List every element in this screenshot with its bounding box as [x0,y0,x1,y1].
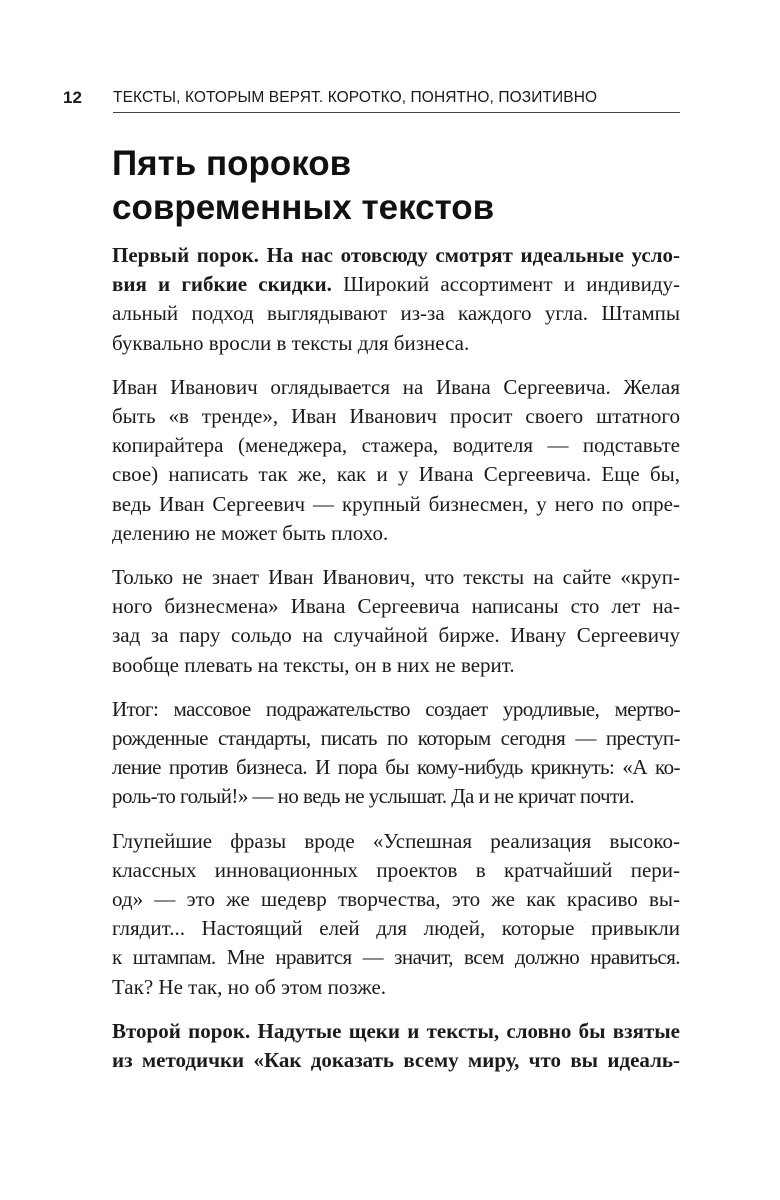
running-header [63,88,680,110]
chapter-title-line: Пять пороков [112,144,352,183]
text-line: ведь Иван Сергеевич — крупный бизнесмен, у него по опре- [112,491,680,516]
text-line: буквально вросли в тексты для бизнеса. [112,330,470,355]
text-line: Глупейшие фразы вроде «Успешная реализация высоко- [112,828,680,853]
text-line: ление против бизнеса. И пора бы кому-нибудь крикнуть: «А ко- [112,755,680,780]
text-line: классных инновационных проектов в кратчайший пери- [112,857,680,882]
text-line: из методички «Как доказать всему миру, что вы идеаль- [112,1048,680,1073]
paragraph-1 [112,241,680,358]
text-line: Второй порок. Надутые щеки и тексты, словно бы взятые [112,1018,680,1043]
text-line: вообще плевать на тексты, он в них не верит. [112,652,515,677]
text-line: быть «в тренде», Иван Иванович просит своего штатного [112,404,680,429]
page-number: 12 [63,88,83,107]
chapter-title-line: современных текстов [112,188,495,227]
text-line: вия и гибкие скидки. Широкий ассортимент и индивиду- [112,272,680,297]
text-line: од» — это же шедевр творчества, это же как красиво вы- [112,887,680,912]
paragraph-6 [112,1017,680,1075]
text-line: Только не знает Иван Иванович, что тексты на сайте «круп- [112,565,680,590]
paragraph-2 [112,373,680,548]
header-rule [113,112,680,113]
body-text [112,241,680,1090]
text-line: глядит... Настоящий елей для людей, которые привыкли [112,916,680,941]
paragraph-4 [112,695,680,812]
chapter-title [112,142,682,230]
text-line: зад за пару сольдо на случайной бирже. Ивану Сергеевичу [112,623,680,648]
text-line: Первый порок. На нас отовсюду смотрят идеальные усло- [112,243,680,267]
text-line: альный подход выглядывают из-за каждого угла. Штампы [112,301,680,326]
text-line: рожденные стандарты, писать по которым сегодня — преступ- [112,726,680,751]
text-line: делению не может быть плохо. [112,520,389,545]
paragraph-3 [112,563,680,680]
text-line: к штампам. Мне нравится — значит, всем должно нравиться. [112,945,680,970]
text-line: ного бизнесмена» Ивана Сергеевича написаны сто лет на- [112,594,680,619]
text-line: копирайтера (менеджера, стажера, водителя — подставьте [112,433,680,458]
text-line: Так? Не так, но об этом позже. [112,974,387,999]
text-line: роль-то голый!» — но ведь не услышат. Да и не кричат почти. [112,784,635,809]
text-line: Иван Иванович оглядывается на Ивана Сергеевича. Желая [112,374,680,399]
text-line: Итог: массовое подражательство создает уродливые, мертво- [112,696,680,721]
text-line: свое) написать так же, как и у Ивана Сергеевича. Еще бы, [112,462,680,487]
paragraph-5 [112,827,680,1002]
running-title: ТЕКСТЫ, КОТОРЫМ ВЕРЯТ. КОРОТКО, ПОНЯТНО, ПОЗИТИВНО [113,89,598,106]
